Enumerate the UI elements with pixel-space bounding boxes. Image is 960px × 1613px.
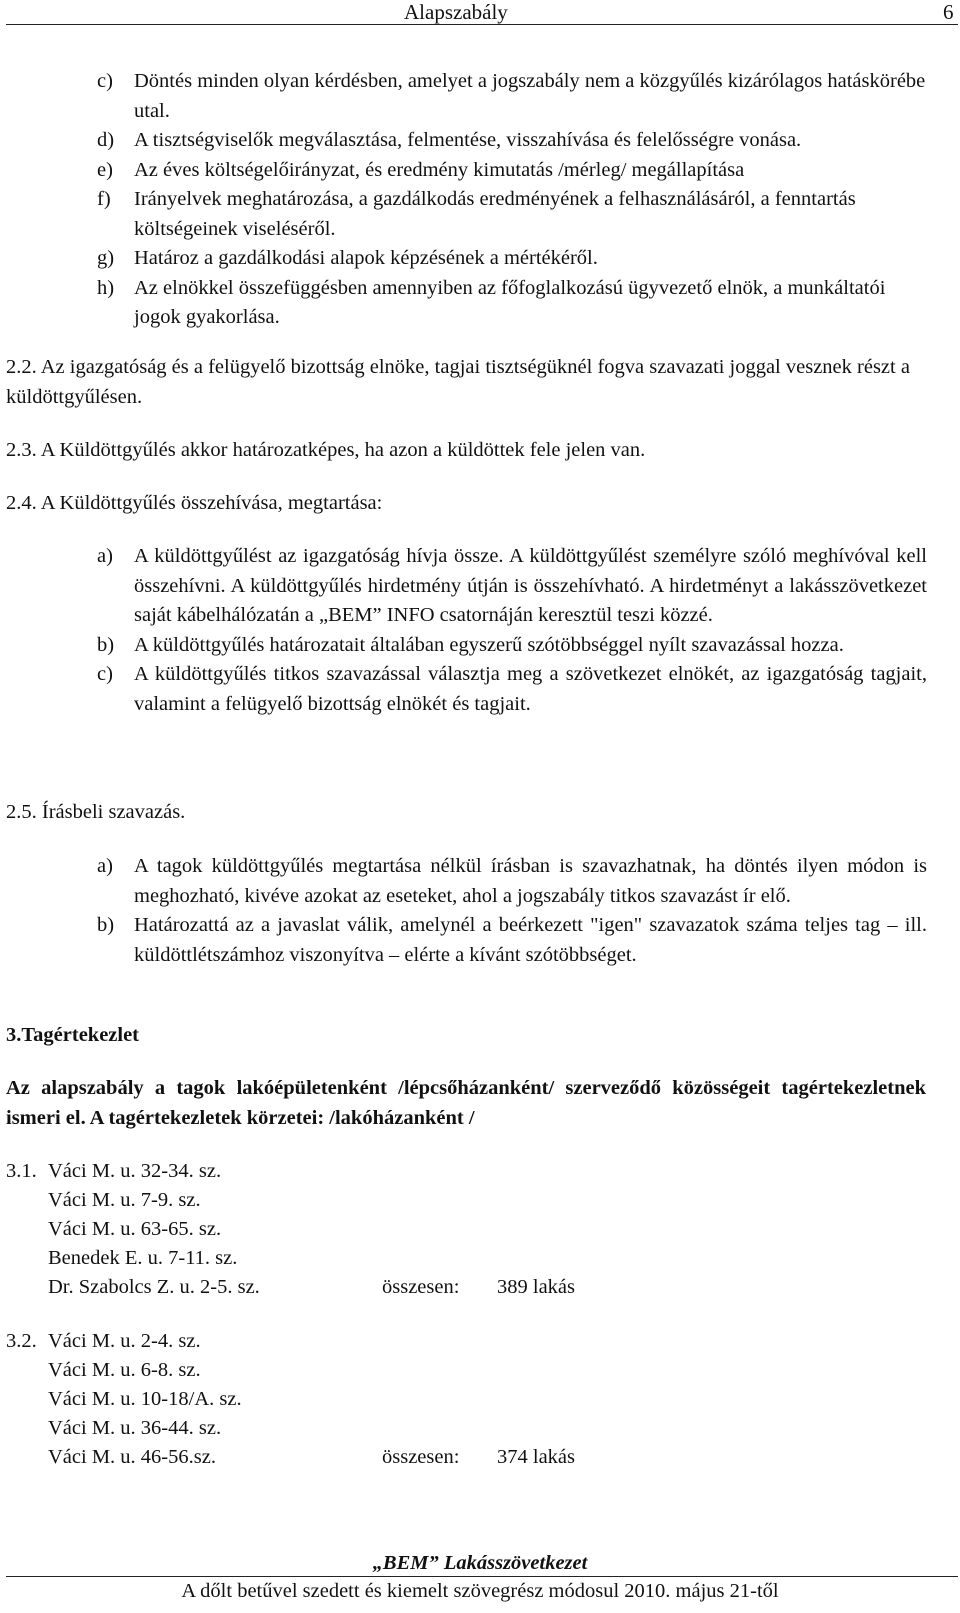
address-line: Váci M. u. 32-34. sz. bbox=[48, 1160, 222, 1182]
footer-organization: „BEM” Lakásszövetkezet bbox=[372, 1552, 588, 1574]
header-divider bbox=[6, 24, 958, 25]
list-item: g) Határoz a gazdálkodási alapok képzésének a mértékéről. bbox=[97, 247, 598, 269]
page-number: 6 bbox=[943, 0, 954, 24]
total-value: 374 lakás bbox=[497, 1446, 575, 1468]
total-label: összesen: bbox=[382, 1446, 460, 1468]
address-line: Váci M. u. 2-4. sz. bbox=[48, 1330, 201, 1352]
section-2-3: 2.3. A Küldöttgyűlés akkor határozatképes, ha azon a küldöttek fele jelen van. bbox=[6, 439, 646, 461]
address-line: Váci M. u. 63-65. sz. bbox=[48, 1218, 222, 1240]
section-2-4: 2.4. A Küldöttgyűlés összehívása, megtartása: bbox=[6, 492, 383, 514]
address-line: Váci M. u. 10-18/A. sz. bbox=[48, 1388, 242, 1410]
total-value: 389 lakás bbox=[497, 1276, 575, 1298]
section-2-2: 2.2. Az igazgatóság és a felügyelő bizottság elnöke, tagjai tisztségüknél fogva szavazati joggal vesznek részt a küldöttgyűlésen. bbox=[6, 356, 910, 408]
address-line: Váci M. u. 6-8. sz. bbox=[48, 1359, 201, 1381]
written-vote-list bbox=[97, 852, 927, 970]
address-line: Dr. Szabolcs Z. u. 2-5. sz. bbox=[48, 1276, 260, 1298]
list-item: a) A tagok küldöttgyűlés megtartása nélkül írásban is szavazhatnak, ha döntés ilyen módon is meghozható, kivéve azokat az eseteket, ahol a jogszabály titkos szavazást ír elő. bbox=[97, 855, 927, 907]
list-item: c) Döntés minden olyan kérdésben, amelyet a jogszabály nem a közgyűlés kizárólagos hatáskörébe utal. bbox=[97, 70, 926, 122]
list-item: c) A küldöttgyűlés titkos szavazással választja meg a szövetkezet elnökét, az igazgatóság tagjait, valamint a felügyelő bizottság elnökét és tagjait. bbox=[97, 663, 927, 715]
list-item: f) Irányelvek meghatározása, a gazdálkodás eredményének a felhasználásáról, a fenntartás költségeinek viseléséről. bbox=[97, 188, 856, 240]
footer-divider bbox=[6, 1576, 958, 1577]
list-item: b) A küldöttgyűlés határozatait általában egyszerű szótöbbséggel nyílt szavazással hozza. bbox=[97, 633, 844, 656]
section-3-title: 3.Tagértekezlet bbox=[6, 1024, 140, 1046]
address-line: Váci M. u. 36-44. sz. bbox=[48, 1417, 222, 1439]
address-line: Váci M. u. 7-9. sz. bbox=[48, 1189, 201, 1211]
list-item: d) A tisztségviselők megválasztása, felmentése, visszahívása és felelősségre vonása. bbox=[97, 129, 802, 151]
section-3-intro: Az alapszabály a tagok lakóépületenként /lépcsőházanként/ szerveződő közösségeit tagértekezletnek ismeri el. A tagértekezletek körzetei: /lakóházanként / bbox=[6, 1077, 926, 1129]
page-header-title: Alapszabály bbox=[404, 0, 508, 24]
address-line: Benedek E. u. 7-11. sz. bbox=[48, 1247, 238, 1269]
list-item: a) A küldöttgyűlést az igazgatóság hívja össze. A küldöttgyűlést személyre szóló meghívóval kell összehívni. A küldöttgyűlés hirdetmény útján is összehívható. A hirdetményt a lakásszövetkezet saját kábelhálózatán a „BEM” INFO csatornáján keresztül teszi közzé. bbox=[97, 545, 927, 626]
list-item: e) Az éves költségelőirányzat, és eredmény kimutatás /mérleg/ megállapítása bbox=[97, 158, 745, 181]
total-label: összesen: bbox=[382, 1276, 460, 1298]
list-item: h) Az elnökkel összefüggésben amennyiben az főfoglalkozású ügyvezető elnök, a munkáltatói jogok gyakorlása. bbox=[97, 276, 886, 328]
district-3-2-prefix: 3.2. bbox=[6, 1330, 37, 1352]
district-3-1-prefix: 3.1. bbox=[6, 1160, 37, 1182]
list-item: b) Határozattá az a javaslat válik, amelynél a beérkezett "igen" szavazatok száma teljes tag – ill. küldöttlétszámhoz viszonyítva – elérte a kívánt szótöbbséget. bbox=[97, 914, 927, 966]
footer-note: A dőlt betűvel szedett és kiemelt szövegrész módosul 2010. május 21-től bbox=[181, 1580, 779, 1602]
assembly-list bbox=[97, 542, 927, 719]
section-2-5: 2.5. Írásbeli szavazás. bbox=[6, 801, 186, 823]
address-line: Váci M. u. 46-56.sz. bbox=[48, 1446, 216, 1468]
powers-list bbox=[97, 67, 927, 333]
